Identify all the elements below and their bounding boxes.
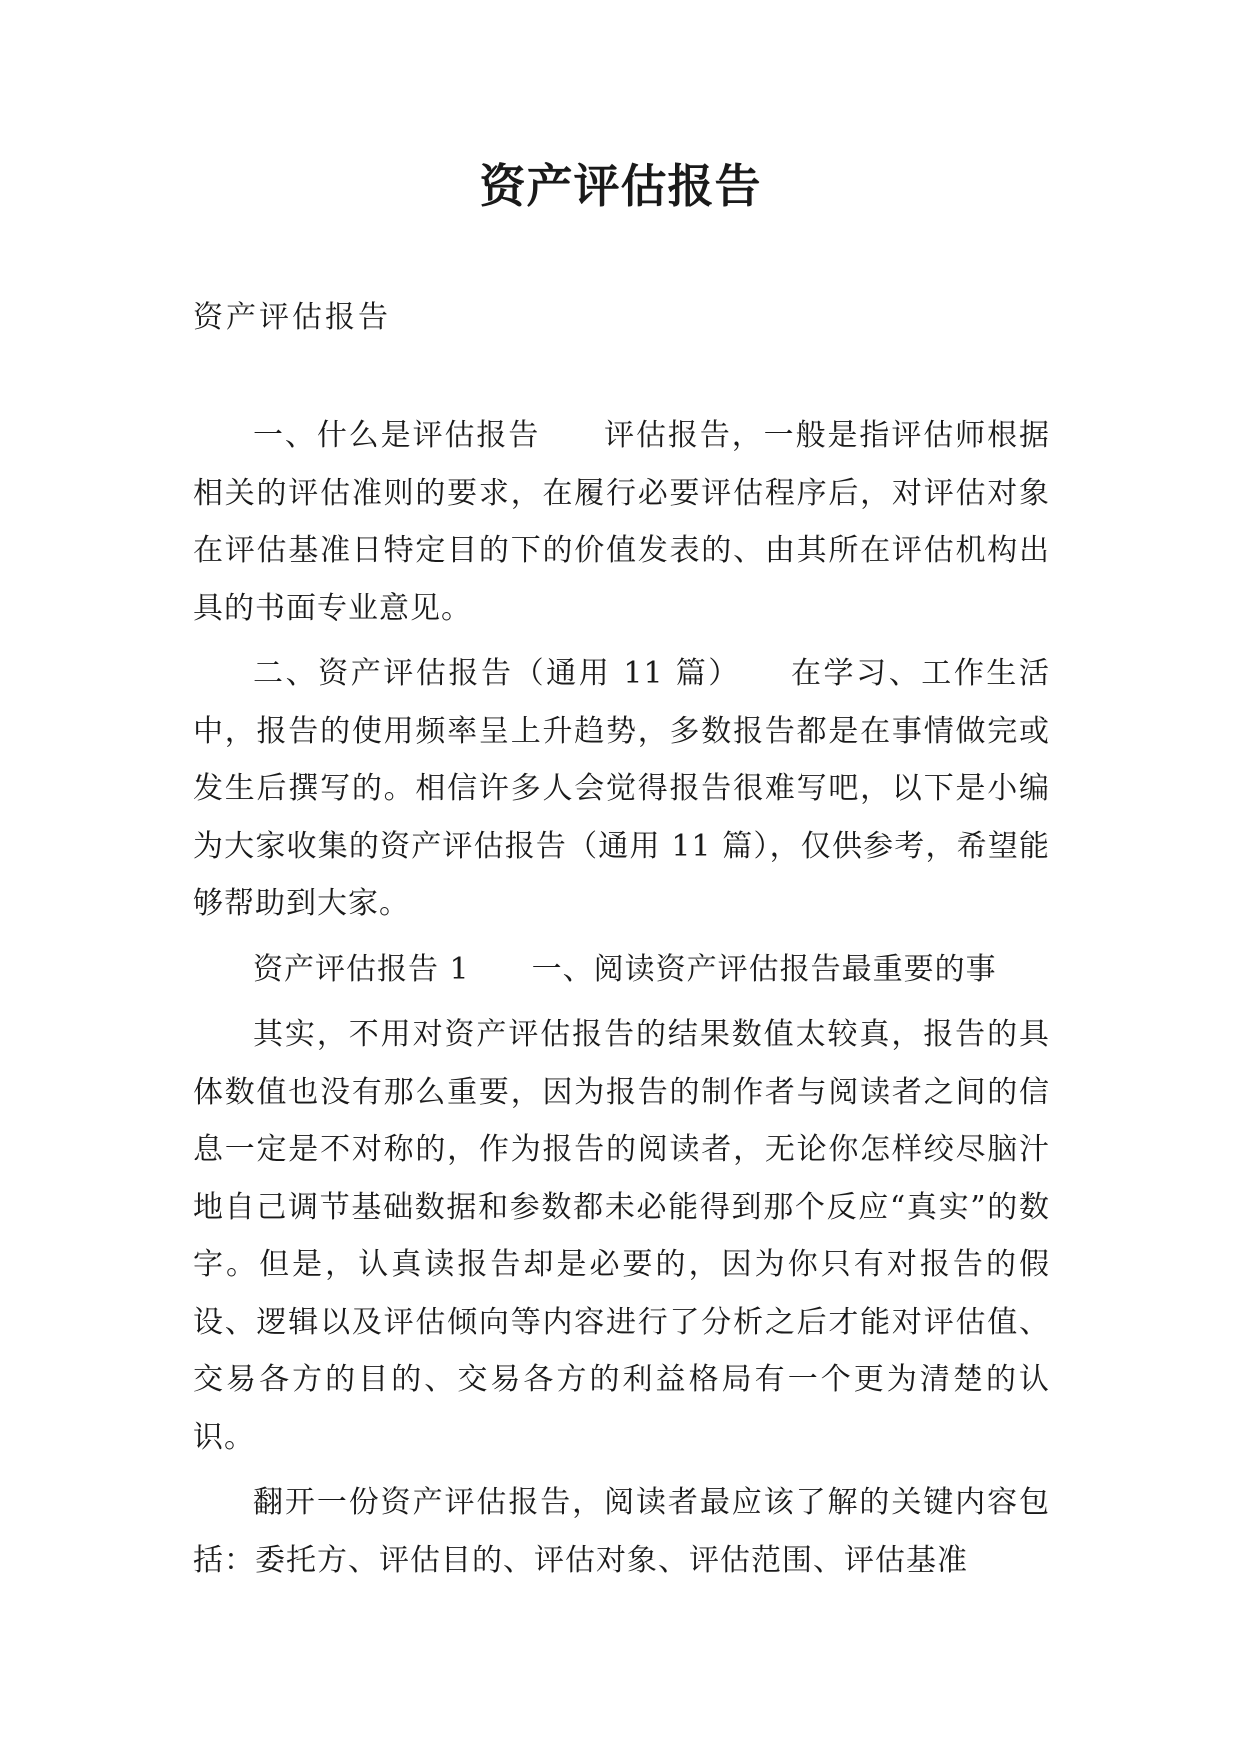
document-title: 资产评估报告 — [479, 159, 762, 213]
paragraph-reading-advice: 其实，不用对资产评估报告的结果数值太较真，报告的具体数值也没有那么重要，因为报告的制作者与阅读者之间的信息一定是不对称的，作为报告的阅读者，无论你怎样绞尽脑汁地自己调节基础数据和参数都未必能得到那个反应“真实”的数字。但是，认真读报告却是必要的，因为你只有对报告的假设、逻辑以及评估倾向等内容进行了分析之后才能对评估值、交易各方的目的、交易各方的利益格局有一个更为清楚的认识。 — [193, 1017, 1050, 1455]
document-body — [193, 407, 1050, 1597]
paragraph-what-is-report: 一、什么是评估报告 评估报告，一般是指评估师根据相关的评估准则的要求，在履行必要评估程序后，对评估对象在评估基准日特定目的下的价值发表的、由其所在评估机构出具的书面专业意见。 — [193, 418, 1050, 626]
paragraph-key-contents: 翻开一份资产评估报告，阅读者最应该了解的关键内容包括：委托方、评估目的、评估对象、评估范围、评估基准 — [193, 1485, 1050, 1578]
paragraph-report-1-heading: 资产评估报告 1 一、阅读资产评估报告最重要的事 — [253, 951, 997, 987]
paragraph-general-intro: 二、资产评估报告（通用 11 篇） 在学习、工作生活中，报告的使用频率呈上升趋势，多数报告都是在事情做完或发生后撰写的。相信许多人会觉得报告很难写吧，以下是小编为大家收集的资产评估报告（通用 11 篇），仅供参考，希望能够帮助到大家。 — [193, 656, 1050, 921]
document-subtitle: 资产评估报告 — [193, 300, 391, 335]
